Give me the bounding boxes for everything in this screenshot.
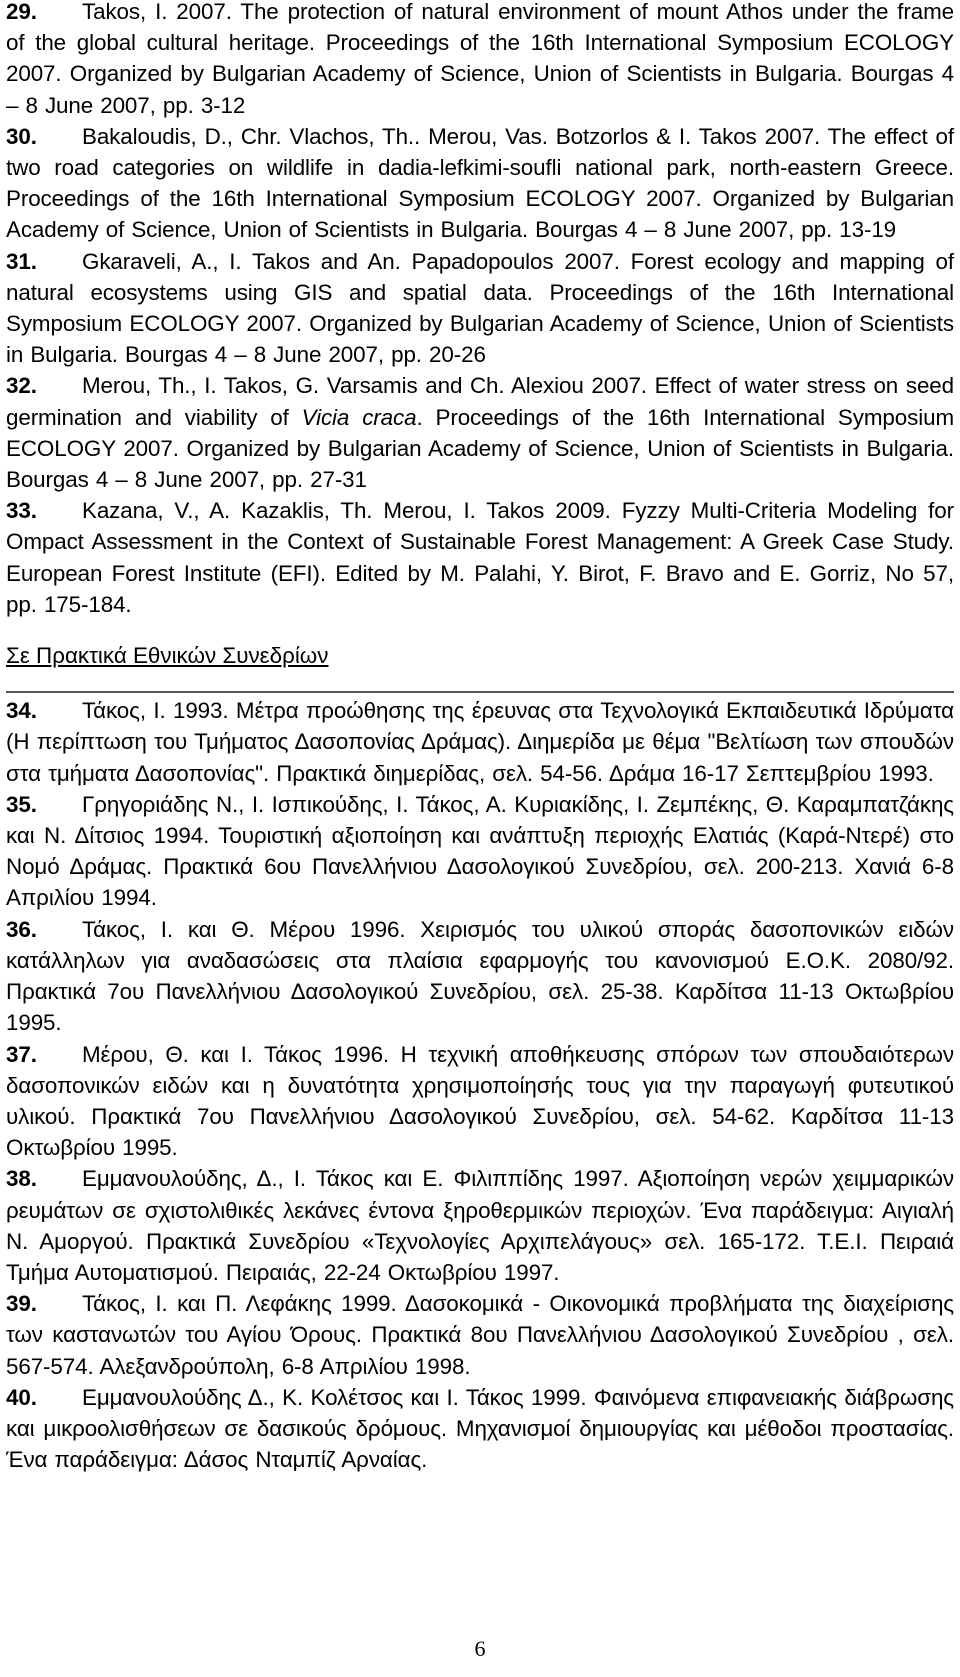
entry-number: 31. <box>6 248 37 274</box>
author-highlight: Τάκος <box>315 1166 374 1192</box>
author-highlight: Τάκος <box>264 1041 322 1067</box>
entry-number: 38. <box>6 1166 37 1192</box>
entry-number: 33. <box>6 498 37 524</box>
entry-authors: Merou, Th., I. <box>82 373 224 399</box>
entry-text: . Proceedings of the 16th International Symposium ECOLOGY 2007. Organized by Bulgarian Academy of Science, Union of Scientists in Bulgaria. Bourgas 4 – 8 June 2007, pp. 27-31 <box>6 404 954 493</box>
entry-authors: Εμμανουλούδης Δ., Κ. Κολέτσος και Ι. <box>82 1384 466 1410</box>
entry-text: 2007. The effect of two road categories on wildlife in dadia-lefkimi-soufli national park, north-eastern Greece. Proceedings of the 16th International Symposium ECOLOGY 2007. Organized by Bulgarian Academy of Science, Union of Scientists in Bulgaria. Bourgas 4 – 8 June 2007, pp. 13-19 <box>6 123 954 243</box>
author-highlight: Τάκος <box>82 1291 140 1317</box>
entry-number: 39. <box>6 1291 37 1317</box>
reference-entry-36 <box>6 914 954 1039</box>
entry-authors: Gkaraveli, A., I. <box>82 248 252 274</box>
entry-text: και Ε. Φιλιππίδης 1997. Αξιοποίηση νερών χειμμαρικών ρευμάτων σε σχιστολιθικές λεκάνες έντονα ξηροθερμικών περιοχών. Ένα παράδειγμα: Αιγιαλή Ν. Αμοργού. Πρακτικά Συνεδρίου «Τεχνολογίες Αρχιπελάγους» σελ. 165-172. Τ.Ε.Ι. Πειραιά Τμήμα Αυτοματισμού. Πειραιάς, 22-24 Οκτωβρίου 1997. <box>6 1166 954 1285</box>
reference-entry-37 <box>6 1039 954 1164</box>
entry-number: 40. <box>6 1384 37 1410</box>
reference-entry-39 <box>6 1288 954 1382</box>
page-number: 6 <box>474 1636 486 1661</box>
reference-entry-32 <box>6 370 954 495</box>
entry-authors: Μέρου, Θ. και Ι. <box>82 1041 265 1067</box>
entry-text: , I. 2007. The protection of natural environment of mount Athos under the frame of the global cultural heritage. Proceedings of the 16th International Symposium ECOLOGY 2007. Organized by Bulgarian Academy of Science, Union of Scientists in Bulgaria. Bourgas 4 – 8 June 2007, pp. 3-12 <box>6 0 954 118</box>
entry-number: 34. <box>6 698 37 724</box>
entry-number: 35. <box>6 791 37 817</box>
author-highlight: Takos <box>486 498 545 524</box>
entry-number: 37. <box>6 1041 37 1067</box>
entry-authors: Bakaloudis, D., Chr. Vlachos, Th.. Merou, Vas. Botzorlos & I. <box>82 123 699 149</box>
entry-text: , G. Varsamis and Ch. Alexiou 2007. Effect of water stress on seed germination and viability of <box>6 373 954 430</box>
entry-authors: Kazana, V., A. Kazaklis, Th. Merou, I. <box>82 498 487 524</box>
reference-entry-29 <box>6 0 954 121</box>
document-page <box>6 0 954 1475</box>
entry-authors: Εμμανουλούδης, Δ., Ι. <box>82 1166 316 1192</box>
entry-number: 29. <box>6 0 37 24</box>
author-highlight: Takos <box>223 373 282 399</box>
reference-entry-33 <box>6 495 954 620</box>
entry-authors: Γρηγοριάδης Ν., Ι. Ισπικούδης, Ι. <box>82 791 416 817</box>
author-highlight: Takos <box>82 0 140 24</box>
reference-entry-40 <box>6 1382 954 1476</box>
entry-number: 30. <box>6 123 37 149</box>
reference-entry-35 <box>6 789 954 914</box>
entry-number: 32. <box>6 373 37 399</box>
author-highlight: Τάκος <box>415 791 474 817</box>
entry-number: 36. <box>6 916 37 942</box>
entry-text: , Ι. και Θ. Μέρου 1996. Χειρισμός του υλικού σποράς δασοπονικών ειδών κατάλληλων για αναδασώσεις στα πλαίσια εφαρμογής του κανονισμού Ε.Ο.Κ. 2080/92. Πρακτικά 7ου Πανελλήνιου Δασολογικού Συνεδρίου, σελ. 25-38. Καρδίτσα 11-13 Οκτωβρίου 1995. <box>6 916 954 1036</box>
section-divider <box>6 691 954 693</box>
entry-text: , Ι. και Π. Λεφάκης 1999. Δασοκομικά - Οικονομικά προβλήματα της διαχείρισης των καστανωτών του Αγίου Όρους. Πρακτικά 8ου Πανελλήνιου Δασολογικού Συνεδρίου , σελ. 567-574. Αλεξανδρούπολη, 6-8 Απριλίου 1998. <box>6 1291 954 1379</box>
author-highlight: Takos <box>251 248 310 274</box>
author-highlight: Τάκος <box>465 1384 524 1410</box>
reference-entry-34 <box>6 695 954 789</box>
section-heading: Σε Πρακτικά Εθνικών Συνεδρίων <box>6 643 329 669</box>
author-highlight: Τάκος <box>82 698 140 724</box>
species-name: Vicia craca <box>301 404 417 430</box>
reference-entry-31 <box>6 246 954 371</box>
entry-text: 1999. Φαινόμενα επιφανειακής διάβρωσης και μικροολισθήσεων σε δασικούς δρόμους. Μηχανισμοί δημιουργίας και μέθοδοι προστασίας. Ένα παράδειγμα: Δάσος Νταμπίζ Αρναίας. <box>6 1384 955 1473</box>
entry-text: , Ι. 1993. Μέτρα προώθησης της έρευνας στα Τεχνολογικά Εκπαιδευτικά Ιδρύματα (Η περίπτωση του Τμήματος Δασοπονίας Δράμας). Διημερίδα με θέμα "Βελτίωση των σπουδών στα τμήματα Δασοπονίας". Πρακτικά διημερίδας, σελ. 54-56. Δράμα 16-17 Σεπτεμβρίου 1993. <box>6 698 954 786</box>
entry-text: 2009. Fyzzy Multi-Criteria Modeling for Ompact Assessment in the Context of Sustainable Forest Management: A Greek Case Study. European Forest Institute (EFI). Edited by M. Palahi, Y. Birot, F. Bravo and E. Gorriz, No 57, pp. 175-184. <box>6 498 954 617</box>
author-highlight: Takos <box>698 123 757 149</box>
reference-entry-38 <box>6 1163 954 1288</box>
author-highlight: Τάκος <box>82 916 140 942</box>
entry-text: , Α. Κυριακίδης, Ι. Ζεμπέκης, Θ. Καραμπατζάκης και Ν. Δίτσιος 1994. Τουριστική αξιοποίηση και ανάπτυξη περιοχής Ελατιάς (Καρά-Ντερέ) στο Νομό Δράμας. Πρακτικά 6ου Πανελλήνιου Δασολογικού Συνεδρίου, σελ. 200-213. Χανιά 6-8 Απριλίου 1994. <box>6 791 954 911</box>
reference-entry-30 <box>6 121 954 246</box>
entry-text: 1996. Η τεχνική αποθήκευσης σπόρων των σπουδαιότερων δασοπονικών ειδών και η δυνατότητα χρησιμοποίησής τους για την παραγωγή φυτευτικού υλικού. Πρακτικά 7ου Πανελλήνιου Δασολογικού Συνεδρίου, σελ. 54-62. Καρδίτσα 11-13 Οκτωβρίου 1995. <box>6 1041 954 1161</box>
entry-text: and An. Papadopoulos 2007. Forest ecology and mapping of natural ecosystems using GIS and spatial data. Proceedings of the 16th International Symposium ECOLOGY 2007. Organized by Bulgarian Academy of Science, Union of Scientists in Bulgaria. Bourgas 4 – 8 June 2007, pp. 20-26 <box>6 248 954 368</box>
